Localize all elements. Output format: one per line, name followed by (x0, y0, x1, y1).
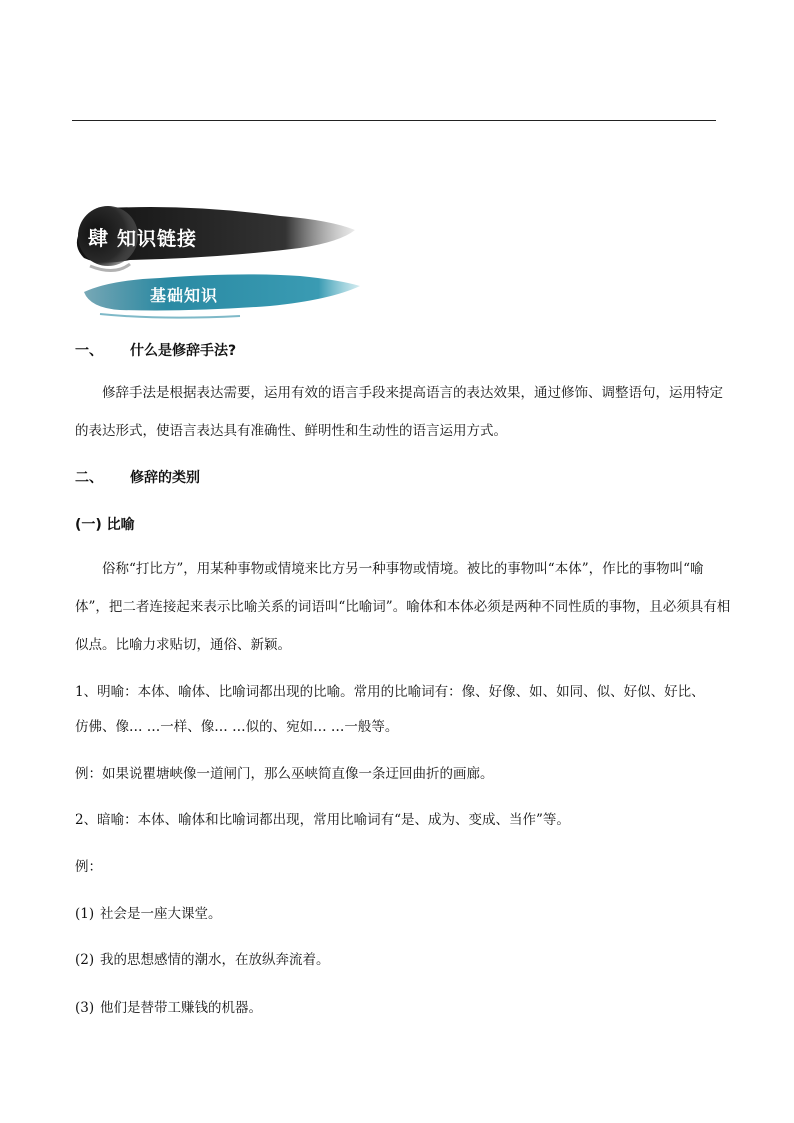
section-number: 一、 (75, 343, 103, 359)
example-number: (3) (75, 1000, 95, 1016)
section-title: 修辞的类别 (130, 470, 200, 486)
item-2: 2、暗喻：本体、喻体和比喻词都出现，常用比喻词有“是、成为、变成、当作”等。 (75, 812, 570, 828)
example-1: 例：如果说瞿塘峡像一道闸门，那么巫峡简直像一条迂回曲折的画廊。 (75, 766, 494, 782)
banner-title-text: 知识链接 (117, 228, 198, 250)
example-label: 例： (75, 859, 102, 875)
banner-title (88, 222, 197, 251)
banner-number: 肆 (88, 226, 109, 250)
example-number: (2) (75, 952, 95, 968)
header-rule (72, 120, 716, 121)
subsection-heading: (一) 比喻 (75, 517, 135, 533)
example-text: 他们是替带工赚钱的机器。 (100, 1000, 262, 1016)
example-number: (1) (75, 906, 95, 922)
ink-brush-graphic (70, 196, 370, 326)
example-item (75, 996, 262, 1016)
section-heading-1 (75, 340, 236, 360)
section-title: 什么是修辞手法? (130, 343, 237, 359)
example-text: 社会是一座大课堂。 (100, 906, 222, 922)
subsection-paragraph: 俗称“打比方”，用某种事物或情境来比方另一种事物或情境。被比的事物叫“本体”，作比的事物叫“喻体”，把二者连接起来表示比喻关系的词语叫“比喻词”。喻体和本体必须是两种不同性质的事物，且必须具有相似点。比喻力求贴切，通俗、新颖。 (75, 561, 731, 653)
example-item (75, 948, 330, 968)
section-banner (70, 196, 370, 326)
banner-subtitle: 基础知识 (150, 286, 219, 305)
section-number: 二、 (75, 470, 103, 486)
example-text: 我的思想感情的潮水，在放纵奔流着。 (100, 952, 330, 968)
section-1-paragraph: 修辞手法是根据表达需要，运用有效的语言手段来提高语言的表达效果，通过修饰、调整语句，运用特定的表达形式，使语言表达具有准确性、鲜明性和生动性的语言运用方式。 (75, 385, 723, 439)
item-1-line-2: 仿佛、像… …一样、像… …似的、宛如… …一般等。 (75, 719, 399, 735)
section-heading-2 (75, 467, 200, 487)
item-1-line-1: 1、明喻：本体、喻体、比喻词都出现的比喻。常用的比喻词有：像、好像、如、如同、似、好似、好比、 (75, 684, 705, 700)
example-item (75, 902, 222, 922)
